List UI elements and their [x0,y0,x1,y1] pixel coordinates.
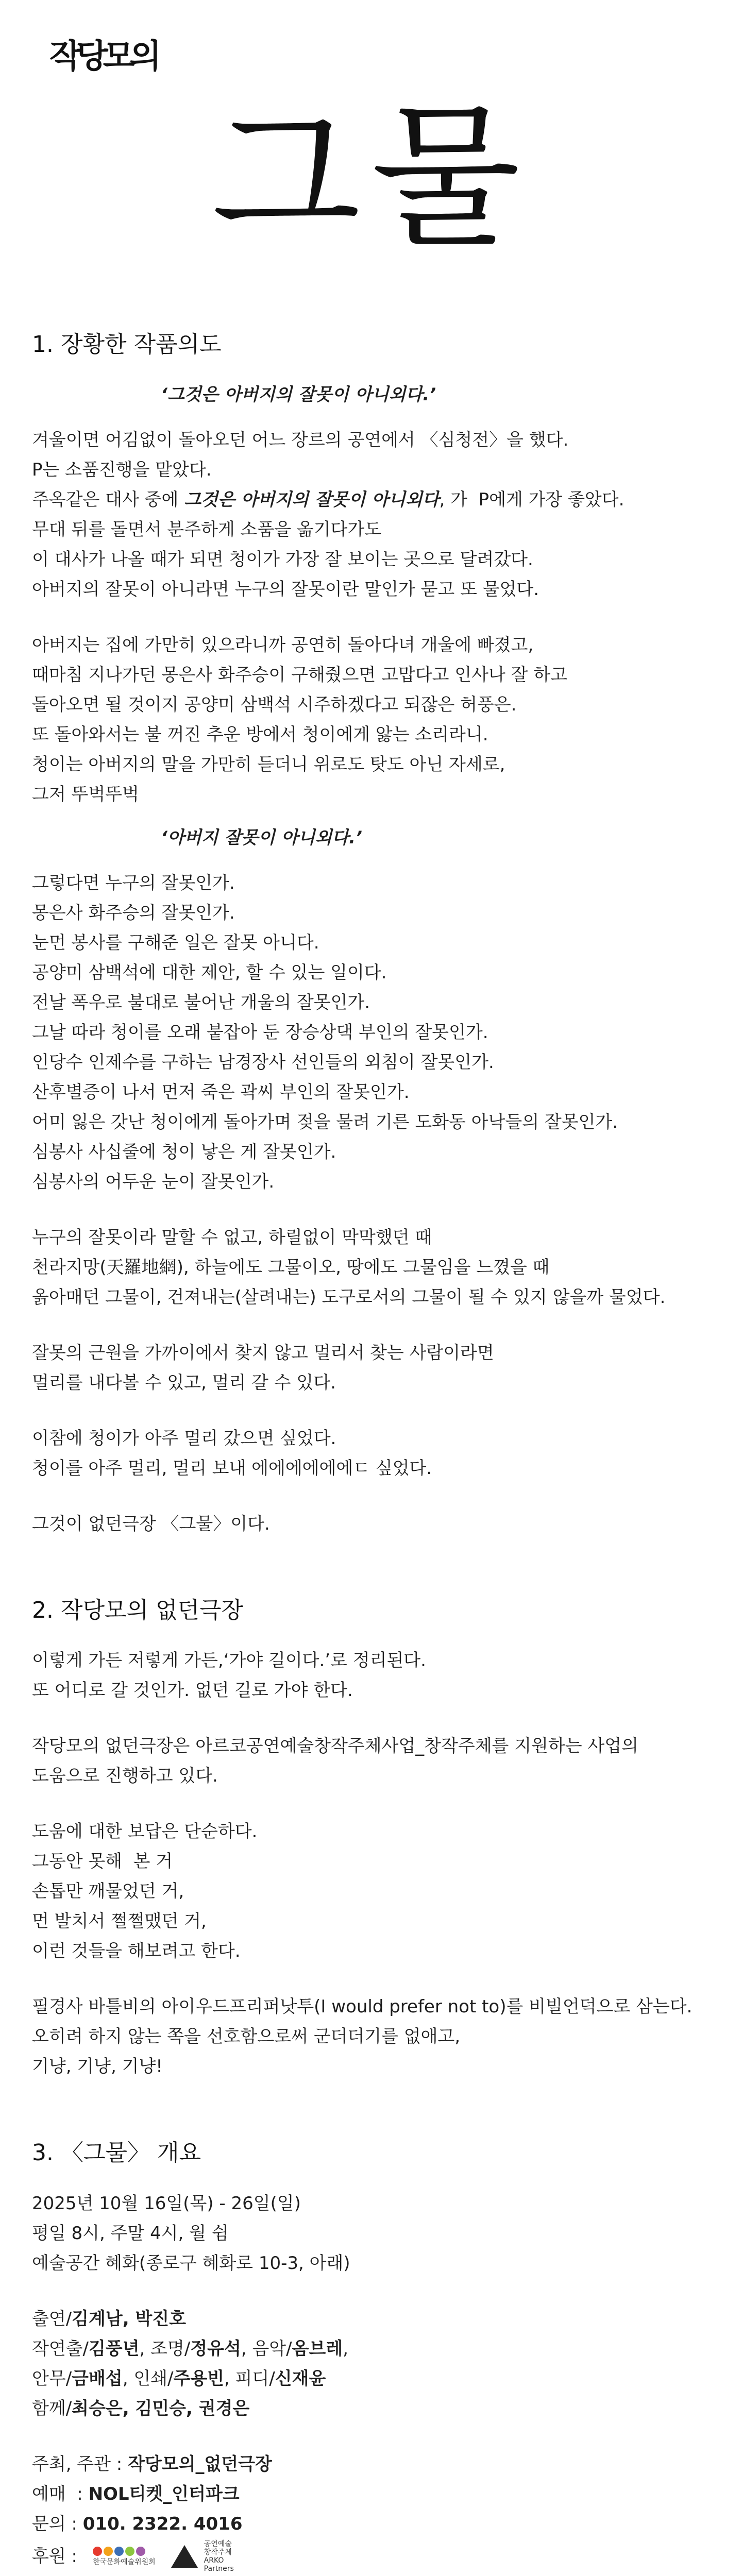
arts-council-logo [93,2547,156,2566]
paragraph-line: 그동안 못해 본 거 [32,1851,173,1872]
paragraph-line: 무대 뒤를 돌면서 분주하게 소품을 옮기다가도 [32,519,382,540]
spacer [32,1539,712,1596]
credit-names: 금배섭 [72,2368,123,2389]
page-title: 그물 [211,88,531,267]
credit-end: , [343,2338,348,2359]
credit-label: , 음악/ [241,2338,292,2359]
paragraph-line: 전날 폭우로 불대로 불어난 개울의 잘못인가. [32,992,370,1013]
spacer [32,604,712,630]
paragraph-line: 아버지는 집에 가만히 있으라니까 공연히 돌아다녀 개울에 빠졌고, [32,635,534,656]
schedule-times: 평일 8시, 주말 4시, 월 쉼 [32,2223,229,2244]
spacer [32,1966,712,1992]
text-span: 주옥같은 대사 중에 [32,489,184,511]
troupe-logo: 작당모의 [49,37,157,76]
paragraph-line: 청이는 아버지의 말을 가만히 듣더니 위로도 탓도 아닌 자세로, [32,754,505,775]
paragraph-line: 또 어디로 갈 것인가. 없던 길로 가야 한다. [32,1680,353,1701]
paragraph-line: 청이를 아주 멀리, 멀리 보내 에에에에에에ㄷ 싶었다. [32,1458,432,1479]
credit-with [32,2394,712,2424]
credit-names: 김풍년 [89,2338,140,2359]
logo-dot [104,2547,113,2556]
ticket-line [32,2479,712,2509]
credit-names: 옴브레 [292,2338,343,2359]
quote: ‘아버지 잘못이 아니외다.’ [161,827,362,849]
paragraph-line: 누구의 잘못이라 말할 수 없고, 하릴없이 막막했던 때 [32,1227,432,1248]
arko-mark [171,2545,198,2568]
paragraph-line: 그저 뚜벅뚜벅 [32,784,139,805]
section-heading: 2. 작당모의 없던극장 [32,1597,243,1624]
paragraph-line: 손톱만 깨물었던 거, [32,1881,184,1902]
paragraph-line: 산후별증이 나서 먼저 죽은 곽씨 부인의 잘못인가. [32,1082,410,1103]
host-line [32,2449,712,2479]
paragraph-line: 필경사 바틀비의 아이우드프리퍼낫투(I would prefer not to)를 비빌언덕으로 삼는다. [32,1996,693,2018]
paragraph-line: 그렇다면 누구의 잘못인가. [32,873,235,894]
arko-partners-logo [171,2540,234,2573]
section-theater [32,1596,712,2081]
text-span: , 가 P에게 가장 좋았다. [439,489,625,511]
emphasized-text: 그것은 아버지의 잘못이 아니외다 [184,489,440,511]
credit-names: 김계남, 박진호 [72,2308,186,2329]
host-label: 주최, 주관 : [32,2453,128,2475]
spacer [32,1398,712,1423]
paragraph-line: 또 돌아와서는 불 꺼진 추운 방에서 청이에게 앓는 소리라니. [32,724,488,745]
paragraph-line: 심봉사 사십줄에 청이 낳은 게 잘못인가. [32,1142,336,1163]
logo-dot [93,2547,102,2556]
logo-line: 공연예술 [204,2539,232,2548]
contact-value: 010. 2322. 4016 [82,2513,243,2534]
paragraph-line [32,485,712,515]
venue: 예술공간 혜화(종로구 혜화로 10-3, 아래) [32,2252,350,2274]
credit-cast [32,2304,712,2334]
paragraph-line: 돌아오면 될 것이지 공양미 삼백석 시주하겠다고 되잖은 허풍은. [32,694,517,716]
paragraph-line: 멀리를 내다볼 수 있고, 멀리 갈 수 있다. [32,1372,336,1394]
paragraph-line: 심봉사의 어두운 눈이 잘못인가. [32,1172,275,1193]
paragraph-line: 그날 따라 청이를 오래 붙잡아 둔 장승상댁 부인의 잘못인가. [32,1022,488,1043]
paragraph-line: 겨울이면 어김없이 돌아오던 어느 장르의 공연에서 〈심청전〉을 했다. [32,430,569,451]
document-body [32,330,712,2573]
credit-label: , 피디/ [224,2368,275,2389]
paragraph-line: 이 대사가 나올 때가 되면 청이가 가장 잘 보이는 곳으로 달려갔다. [32,549,533,570]
paragraph-line: 아버지의 잘못이 아니라면 누구의 잘못이란 말인가 묻고 또 물었다. [32,579,539,600]
paragraph-line: 기냥, 기냥, 기냥! [32,2056,163,2077]
sponsor-row [32,2540,712,2573]
section-heading: 1. 장황한 작품의도 [32,331,222,358]
paragraph-line: 어미 잃은 갓난 청이에게 돌아가며 젖을 물려 기른 도화동 아낙들의 잘못인가. [32,1112,618,1133]
section-overview [32,2138,712,2572]
spacer [32,1197,712,1223]
ticket-label: 예매 : [32,2483,89,2504]
credit-label: 작연출/ [32,2338,89,2359]
credit-staff-2 [32,2364,712,2394]
paragraph-line: 인당수 인제수를 구하는 남경장사 선인들의 외침이 잘못인가. [32,1052,494,1073]
quote: ‘그것은 아버지의 잘못이 아니외다.’ [161,384,436,405]
credit-label: 출연/ [32,2308,72,2329]
credit-names: 신재윤 [275,2368,326,2389]
section-heading: 3. 〈그물〉 개요 [32,2140,201,2166]
paragraph-line: 이참에 청이가 아주 멀리 갔으면 싶었다. [32,1428,336,1449]
paragraph-line: 눈먼 봉사를 구해준 일은 잘못 아니다. [32,933,319,954]
logo-dots [93,2547,156,2556]
logo-dot [114,2547,124,2556]
sponsor-label: 후원 : [32,2546,77,2567]
section-intent [32,330,712,1539]
host-value: 작당모의_없던극장 [128,2453,272,2475]
credit-names: 정유석 [190,2338,241,2359]
spacer [32,1705,712,1731]
paragraph-line: 천라지망(天羅地網), 하늘에도 그물이오, 땅에도 그물임을 느꼈을 때 [32,1257,550,1278]
arko-text [204,2540,234,2573]
paragraph-line: 작당모의 없던극장은 아르코공연예술창작주체사업_창작주체를 지원하는 사업의 [32,1736,638,1757]
paragraph-line: 이렇게 가든 저렇게 가든,‘가야 길이다.’로 정리된다. [32,1650,426,1671]
logo-line: ARKO [204,2556,224,2565]
credit-names: 최승은, 김민승, 권경은 [72,2398,250,2419]
logo-dot [125,2547,134,2556]
spacer [32,2081,712,2138]
logo-line: 창작주체 [204,2548,232,2556]
paragraph-line: 이런 것들을 해보려고 한다. [32,1941,241,1962]
credit-label: , 조명/ [139,2338,191,2359]
paragraph-line: 공양미 삼백석에 대한 제안, 할 수 있는 일이다. [32,962,387,984]
paragraph-line: 오히려 하지 않는 쪽을 선호함으로써 군더더기를 없애고, [32,2026,461,2047]
paragraph-line: 때마침 지나가던 몽은사 화주승이 구해줬으면 고맙다고 인사나 잘 하고 [32,665,567,686]
paragraph-line: 몽은사 화주승의 잘못인가. [32,903,235,924]
contact-line [32,2509,712,2539]
spacer [32,2278,712,2304]
paragraph-line: 옭아매던 그물이, 건져내는(살려내는) 도구로서의 그물이 될 수 있지 않을까 물었다. [32,1287,666,1308]
paragraph-line: P는 소품진행을 맡았다. [32,460,212,481]
credit-staff-1 [32,2334,712,2364]
spacer [32,2424,712,2449]
spacer [32,1791,712,1817]
credit-label: 안무/ [32,2368,72,2389]
logo-dot [136,2547,145,2556]
paragraph-line: 도움에 대한 보답은 단순하다. [32,1821,258,1842]
paragraph-line: 먼 발치서 쩔쩔맸던 거, [32,1911,207,1932]
ticket-value: NOL티켓_인터파크 [88,2483,240,2504]
arts-council-mark [93,2547,156,2566]
paragraph-line: 도움으로 진행하고 있다. [32,1766,218,1787]
paragraph-line: 잘못의 근원을 가까이에서 찾지 않고 멀리서 찾는 사람이라면 [32,1343,494,1364]
schedule-dates: 2025년 10월 16일(목) - 26일(일) [32,2193,301,2214]
paragraph-line: 그것이 없던극장 〈그물〉이다. [32,1514,270,1535]
spacer [32,1483,712,1509]
logo-caption: 한국문화예술위원회 [92,2557,156,2566]
credit-names: 주용빈 [173,2368,225,2389]
credit-label: , 인쇄/ [122,2368,174,2389]
logo-line: Partners [204,2564,234,2573]
contact-label: 문의 : [32,2513,83,2534]
spacer [32,1312,712,1338]
credit-label: 함께/ [32,2398,72,2419]
